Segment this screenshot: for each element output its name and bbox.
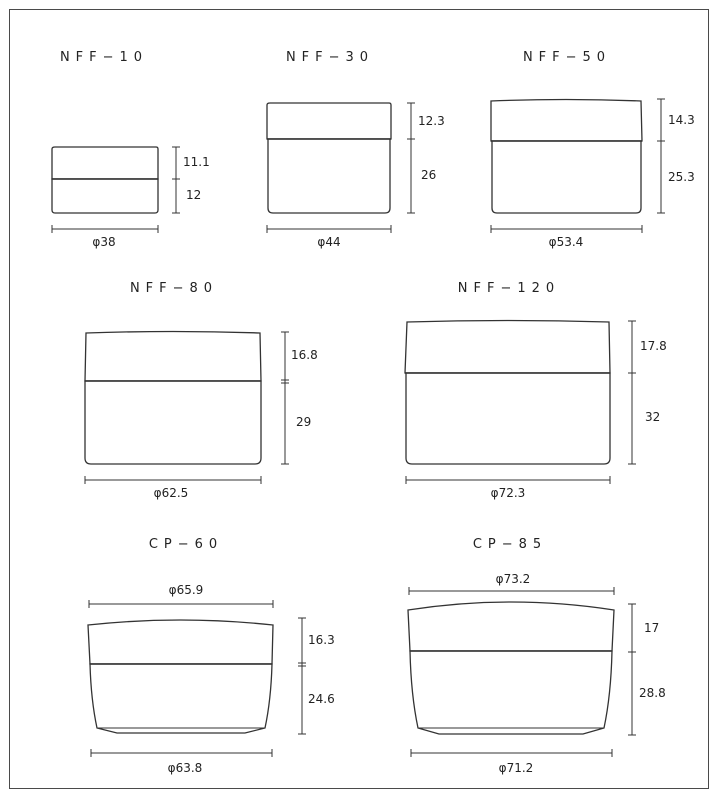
product-cp85 — [408, 537, 666, 775]
lid-height-label: 14.3 — [668, 113, 695, 127]
jar-lid — [52, 147, 158, 179]
jar-lid — [85, 332, 261, 382]
height-dimension — [628, 604, 636, 735]
jar-lid — [408, 602, 614, 651]
height-dimension — [281, 332, 289, 464]
jar-base — [410, 651, 612, 734]
lid-height-label: 17 — [644, 621, 660, 635]
top-diameter-dimension — [409, 587, 614, 595]
height-dimension — [407, 103, 415, 213]
jar-base — [268, 139, 390, 213]
jar-lid — [491, 100, 642, 142]
jar-lid — [405, 321, 610, 374]
product-nff10 — [52, 50, 210, 249]
diameter-label: φ71.2 — [498, 761, 534, 775]
diameter-dimension — [85, 476, 261, 484]
product-nff80 — [85, 281, 318, 500]
jar-lid — [267, 103, 391, 139]
jar-base — [90, 664, 272, 733]
base-height-label: 32 — [645, 410, 661, 424]
base-height-label: 28.8 — [639, 686, 666, 700]
product-nff30 — [267, 50, 445, 249]
product-title: CP−60 — [148, 537, 224, 552]
top-diameter-label: φ65.9 — [168, 583, 204, 597]
jar-base — [52, 179, 158, 213]
diameter-label: φ63.8 — [167, 761, 203, 775]
diameter-label: φ53.4 — [548, 235, 584, 249]
product-nff120 — [405, 281, 667, 500]
lid-height-label: 11.1 — [183, 155, 210, 169]
product-title: NFF−50 — [522, 50, 612, 65]
lid-height-label: 16.8 — [291, 348, 318, 362]
diameter-label: φ62.5 — [153, 486, 189, 500]
diameter-label: φ72.3 — [490, 486, 526, 500]
product-cp60 — [88, 537, 335, 775]
product-title: NFF−120 — [457, 281, 561, 296]
product-title: CP−85 — [472, 537, 548, 552]
product-title: NFF−80 — [129, 281, 219, 296]
lid-height-label: 16.3 — [308, 633, 335, 647]
diameter-dimension — [267, 225, 391, 233]
diameter-dimension — [491, 225, 642, 233]
base-height-label: 26 — [421, 168, 437, 182]
diameter-dimension — [91, 749, 272, 757]
base-height-label: 24.6 — [308, 692, 335, 706]
jar-base — [85, 381, 261, 464]
jar-lid — [88, 620, 273, 664]
top-diameter-label: φ73.2 — [495, 572, 531, 586]
jar-base — [406, 373, 610, 464]
jar-base — [492, 141, 641, 213]
height-dimension — [657, 99, 665, 213]
product-nff50 — [491, 50, 695, 249]
product-title: NFF−30 — [285, 50, 375, 65]
lid-height-label: 12.3 — [418, 114, 445, 128]
height-dimension — [298, 618, 306, 734]
diameter-dimension — [52, 225, 158, 233]
height-dimension — [172, 147, 180, 213]
lid-height-label: 17.8 — [640, 339, 667, 353]
diameter-dimension — [406, 476, 610, 484]
product-title: NFF−10 — [59, 50, 149, 65]
diameter-label: φ44 — [317, 235, 341, 249]
height-dimension — [628, 321, 636, 464]
diameter-label: φ38 — [92, 235, 116, 249]
base-height-label: 12 — [186, 188, 202, 202]
base-height-label: 29 — [296, 415, 312, 429]
top-diameter-dimension — [89, 600, 273, 608]
diameter-dimension — [411, 749, 612, 757]
base-height-label: 25.3 — [668, 170, 695, 184]
